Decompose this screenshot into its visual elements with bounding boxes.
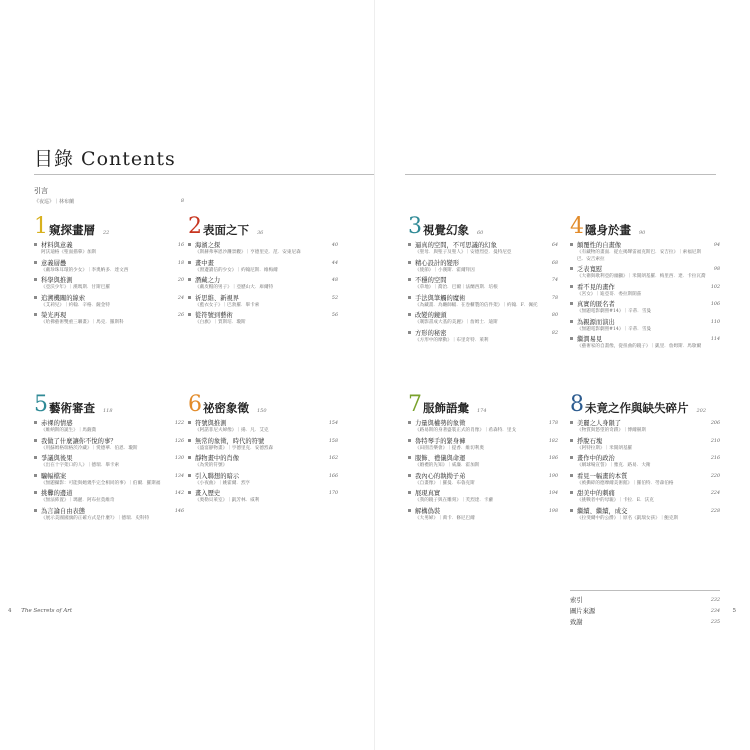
entry-page: 166	[328, 473, 338, 479]
entry-subtitle: 《盛宴靜物畫》｜亨德里克．安德烈森	[195, 445, 274, 451]
toc-entry[interactable]	[570, 336, 720, 351]
chapter-heading[interactable]	[408, 392, 558, 417]
bullet-icon	[408, 313, 411, 316]
entry-subtitle: 《奧勒貝萊室》｜凱芳林．威利	[195, 498, 260, 503]
entry-subtitle: 《出在十字架口的人》｜德瑞．畢卡索	[41, 463, 120, 468]
entry-title: 材料與意義	[41, 242, 73, 249]
entry-subtitle: 《自畫像》｜羅曼．布魯克斯	[415, 480, 475, 486]
bullet-icon	[408, 421, 411, 424]
chapter-items	[188, 242, 338, 327]
chapter-5	[34, 392, 184, 525]
entry-subtitle: 《拉斐爾中的公爵》｜原名《凱瑞女孩》｜鮑克斯	[577, 515, 679, 521]
entry-title: 我內心的執拗子弟	[415, 472, 466, 480]
chapter-title: 藝術審查 118	[49, 401, 113, 415]
toc-entry[interactable]	[570, 438, 720, 453]
right-page	[375, 0, 750, 750]
entry-title: 潛藏之力	[195, 277, 221, 284]
entry-page: 94	[713, 243, 720, 248]
toc-entry[interactable]	[188, 295, 338, 310]
entry-page: 158	[328, 438, 338, 444]
bullet-icon	[570, 285, 573, 288]
right-page-number: 5	[732, 608, 736, 614]
entry-title: 引入聯想的暗示	[195, 472, 240, 480]
entry-title: 看不見的畫作	[577, 283, 615, 291]
entry-subtitle: 《為藏畫．為廳師幅．在卷櫃製的信件架》｜約翰．F．佩托	[415, 302, 538, 308]
toc-entry[interactable]	[570, 420, 720, 435]
chapter-6	[188, 392, 338, 508]
entry-title: 爭議與後果	[41, 455, 73, 462]
toc-entry[interactable]	[188, 473, 338, 488]
bullet-icon	[570, 421, 573, 424]
entry-subtitle: 《無法佈置》｜瑪麗．阿布拉莫維奇	[41, 498, 115, 503]
chapter-page: 22	[103, 230, 110, 236]
entry-title: 改變的鏡頭	[415, 312, 447, 319]
chapter-number: 4	[570, 214, 584, 239]
intro-page: 8	[180, 198, 184, 204]
chapter-page: 36	[257, 230, 264, 236]
toc-entry[interactable]	[570, 490, 720, 505]
entry-title: 繼潤易見	[577, 336, 603, 343]
entry-page: 64	[551, 243, 558, 248]
toc-entry[interactable]	[34, 312, 184, 327]
entry-page: 198	[548, 508, 558, 514]
entry-subtitle: 《斯赫弗寧恩沙灘景觀》｜亨德里克．范．安東尼森	[195, 250, 301, 255]
backmatter-credits[interactable]	[570, 606, 720, 617]
entry-page: 216	[710, 456, 720, 461]
entry-title: 追溯機關的線索	[41, 294, 86, 302]
entry-subtitle: 《大男婦》｜萬卡．修尼巴爾	[415, 515, 475, 521]
entry-title: 無常的象徵，時代的符號	[195, 437, 265, 445]
bullet-icon	[188, 261, 191, 264]
title-rule	[34, 174, 375, 175]
toc-entry[interactable]	[408, 330, 558, 345]
toc-entry[interactable]	[34, 242, 184, 257]
entry-subtitle: 《無題攝影：可能與她幾乎完全相同的事》｜伯爾．羅斯福	[41, 480, 161, 486]
chapter-number: 5	[34, 392, 48, 417]
toc-entry[interactable]	[570, 284, 720, 299]
backmatter-label: 圖片來源	[570, 608, 596, 615]
toc-entry[interactable]	[188, 438, 338, 453]
backmatter-acknowledgements[interactable]	[570, 617, 720, 628]
toc-entry[interactable]	[408, 508, 558, 523]
entry-subtitle: 《藝術家的自畫像，從扭曲的鏡子》｜凱里．詹姆斯．馬歇爾	[577, 344, 702, 349]
entry-page: 68	[551, 260, 558, 266]
chapter-1	[34, 214, 184, 330]
entry-page: 56	[331, 313, 338, 318]
entry-subtitle: 阿沃迪格《聖面描摹》加斯	[41, 250, 97, 255]
entry-title: 我做了什麼讓你不悅的事？	[41, 437, 117, 445]
chapter-heading[interactable]	[34, 214, 184, 239]
backmatter-label: 致謝	[570, 619, 583, 626]
entry-page: 110	[710, 319, 720, 325]
chapter-number: 6	[188, 392, 202, 417]
chapter-heading[interactable]	[408, 214, 558, 239]
chapter-page: 118	[103, 408, 113, 414]
entry-title: 力量與權勢的象徵	[415, 420, 466, 427]
entry-subtitle: 《亞沃少年》｜漢瑪斯．甘斯巴羅	[41, 285, 110, 290]
entry-subtitle: 《聖母．與聖子及聖人》｜安德烈亞．曼特尼亞	[415, 250, 512, 255]
bullet-icon	[570, 491, 573, 494]
backmatter	[570, 590, 720, 628]
toc-entry[interactable]	[34, 277, 184, 292]
entry-page: 142	[174, 491, 184, 496]
toc-entry[interactable]	[188, 455, 338, 470]
entry-subtitle: 《展示美國國旗的正確方式是什麼?》｜德瑞．史科特	[41, 515, 150, 521]
entry-subtitle: 《無題電影劇照#14》｜辛蒂．雪曼	[577, 309, 652, 314]
chapter-number: 3	[408, 214, 422, 239]
chapter-heading[interactable]	[188, 214, 338, 239]
toc-entry[interactable]	[34, 420, 184, 435]
entry-title: 解構偽裝	[415, 507, 441, 515]
entry-page: 78	[551, 295, 558, 301]
chapter-8	[570, 392, 720, 525]
entry-title: 不穩的空間	[415, 277, 447, 284]
bullet-icon	[408, 491, 411, 494]
toc-entry[interactable]	[570, 266, 720, 281]
book-title: The Secrets of Art	[21, 608, 73, 614]
entry-title: 手法與筆觸的魔術	[415, 294, 466, 302]
backmatter-page: 232	[710, 598, 720, 603]
bullet-icon	[34, 243, 37, 246]
chapter-items	[408, 242, 558, 344]
chapter-number: 7	[408, 392, 422, 417]
entry-page: 122	[174, 421, 184, 426]
bullet-icon	[570, 243, 573, 246]
toc-entry[interactable]	[408, 312, 558, 327]
entry-subtitle: 《挑戰者中的母親》｜卡拉．E．沃克	[577, 498, 654, 503]
bullet-icon	[188, 456, 191, 459]
backmatter-page: 235	[710, 620, 720, 625]
chapter-page: 90	[639, 230, 646, 236]
toc-entry[interactable]	[570, 473, 720, 488]
entry-page: 206	[710, 421, 720, 426]
toc-entry[interactable]	[408, 295, 558, 310]
bullet-icon	[34, 474, 37, 477]
entry-title: 顛覆性的自畫像	[577, 242, 622, 249]
entry-subtitle: 《被撕碎的德摩爾美術館》｜羅伯特．勞森伯格	[577, 480, 674, 486]
bullet-icon	[34, 439, 37, 442]
chapter-title: 隱身於畫 90	[585, 223, 646, 237]
entry-subtitle: 《阿特拉斯》｜米開朗基羅	[577, 445, 633, 451]
toc-entry[interactable]	[34, 473, 184, 488]
entry-page: 24	[177, 295, 184, 301]
toc-entry[interactable]	[188, 312, 338, 327]
chapter-title: 祕密象徵 150	[203, 401, 267, 415]
entry-title: 精心設計的變形	[415, 259, 460, 267]
toc-entry[interactable]	[34, 295, 184, 310]
entry-title: 繼續、繼續，成交	[577, 507, 628, 515]
bullet-icon	[34, 261, 37, 264]
intro-entry[interactable]	[34, 186, 184, 205]
toc-entry[interactable]	[570, 508, 720, 523]
toc-entry[interactable]	[188, 490, 338, 505]
toc-entry[interactable]	[408, 420, 558, 435]
intro-subtitle	[34, 198, 184, 205]
toc-entry[interactable]	[570, 301, 720, 316]
entry-page: 44	[331, 260, 338, 266]
entry-subtitle: 《草地》｜喬治．巴爾｜法蘭西斯．培根	[415, 285, 498, 290]
entry-title: 乏表寬慰	[577, 266, 603, 273]
chapter-title: 服飾語彙 174	[423, 401, 487, 415]
chapter-number: 1	[34, 214, 48, 239]
bullet-icon	[408, 331, 411, 334]
entry-page: 154	[328, 421, 338, 426]
entry-title: 美麗之人身隕了	[577, 420, 622, 427]
entry-page: 220	[710, 473, 720, 479]
bullet-icon	[570, 509, 573, 512]
entry-title: 魯特琴手的緊身褲	[415, 437, 466, 445]
entry-page: 26	[177, 313, 184, 318]
chapter-items	[570, 420, 720, 522]
entry-title: 騙幅檔案	[41, 472, 67, 480]
bullet-icon	[188, 278, 191, 281]
bullet-icon	[570, 439, 573, 442]
chapter-heading[interactable]	[570, 214, 720, 239]
entry-subtitle: 《大衛與歌利亞的頭顱》｜米開朗基羅．梅里西．達．卡拉瓦喬	[577, 274, 706, 279]
toc-entry[interactable]	[570, 455, 720, 470]
entry-page: 134	[174, 473, 184, 479]
bullet-icon	[188, 474, 191, 477]
entry-subtitle: 《物質與慾望的奇蹟》｜博爾赫斯	[577, 428, 646, 433]
entry-page: 210	[710, 438, 720, 444]
entry-title: 展現真實	[415, 490, 441, 497]
entry-title: 科學與推測	[41, 277, 73, 284]
chapter-7	[408, 392, 558, 525]
toc-entry[interactable]	[408, 277, 558, 292]
entry-subtitle: 《小夜曲》｜姚霍爾．烈亨	[195, 480, 251, 486]
chapter-heading[interactable]	[188, 392, 338, 417]
entry-subtitle: 《艾莉兒》｜約翰．辛格．薩金特	[41, 302, 110, 308]
entry-title: 海濱之探	[195, 242, 221, 249]
entry-subtitle: 《戴珍珠耳環的少女》｜李奧納多．達文西	[41, 267, 129, 273]
left-footer	[8, 608, 72, 614]
toc-entry[interactable]	[408, 242, 558, 257]
entry-title: 從符號到藝術	[195, 312, 233, 319]
chapter-4	[570, 214, 720, 354]
entry-subtitle: 《阿諾菲尼夫婦像》｜揚．凡．艾克	[195, 428, 269, 433]
chapter-title: 窺探畫層 22	[49, 223, 110, 237]
chapter-2	[188, 214, 338, 330]
entry-subtitle: 《為愛的符號》	[195, 463, 228, 468]
chapter-title: 視覺幻象 60	[423, 223, 484, 237]
entry-page: 186	[548, 456, 558, 461]
bullet-icon	[408, 509, 411, 512]
bullet-icon	[408, 439, 411, 442]
entry-page: 126	[174, 438, 184, 444]
bullet-icon	[188, 421, 191, 424]
backmatter-index[interactable]	[570, 595, 720, 606]
toc-entry[interactable]	[34, 490, 184, 505]
entry-title: 挑釁的邊道	[41, 490, 73, 497]
entry-page: 80	[551, 313, 558, 318]
bullet-icon	[408, 261, 411, 264]
intro-sub-text: 《夜巡》｜林布蘭	[34, 199, 75, 205]
chapter-items	[34, 242, 184, 327]
chapter-title: 未竟之作與缺失碎片 202	[585, 401, 707, 415]
toc-entry[interactable]	[408, 455, 558, 470]
toc-entry[interactable]	[188, 420, 338, 435]
entry-page: 182	[548, 438, 558, 444]
bullet-icon	[34, 509, 37, 512]
bullet-icon	[188, 243, 191, 246]
chapter-page: 174	[477, 408, 487, 414]
backmatter-page: 234	[710, 609, 720, 614]
bullet-icon	[34, 456, 37, 459]
chapter-number: 2	[188, 214, 202, 239]
bullet-icon	[408, 278, 411, 281]
bullet-icon	[570, 456, 573, 459]
toc-entry[interactable]	[34, 508, 184, 523]
toc-entry[interactable]	[188, 242, 338, 257]
entry-subtitle: 《田園音樂會》｜提香．維切利奧	[415, 445, 484, 451]
entry-title: 方形的秘密	[415, 329, 447, 337]
chapter-heading[interactable]	[34, 392, 184, 417]
chapter-heading[interactable]	[570, 392, 720, 417]
entry-title: 靜物畫中的肖像	[195, 455, 240, 462]
chapter-page: 150	[257, 408, 267, 414]
entry-page: 102	[710, 284, 720, 290]
entry-subtitle: 《白旗》｜賈斯培．瓊斯	[195, 320, 246, 325]
entry-page: 224	[710, 491, 720, 496]
bullet-icon	[570, 267, 573, 270]
entry-title: 看見一幅畫的本質	[577, 472, 628, 480]
entry-title: 為親源而演出	[577, 318, 615, 326]
toc-entry[interactable]	[188, 277, 338, 292]
page-title: 目錄 Contents	[34, 148, 176, 170]
bullet-icon	[408, 474, 411, 477]
bullet-icon	[34, 491, 37, 494]
bullet-icon	[408, 456, 411, 459]
toc-entry[interactable]	[408, 438, 558, 453]
entry-title: 畫作中的政治	[577, 455, 615, 462]
toc-entry[interactable]	[408, 260, 558, 275]
entry-page: 178	[548, 421, 558, 426]
entry-title: 甜美中的刺痛	[577, 490, 615, 497]
entry-title: 服飾、禮儀與命運	[415, 455, 466, 462]
entry-subtitle: 《路易斯的身著盛裝正式的肖像》｜希森特．里戈	[415, 428, 517, 433]
entry-title: 逼真的空間，不可思議的幻象	[415, 242, 497, 249]
bullet-icon	[188, 313, 191, 316]
entry-page: 194	[548, 491, 558, 496]
toc-entry[interactable]	[408, 490, 558, 505]
entry-subtitle: 《戴皮帽的男子》｜亞歷山大．庫爾特	[195, 285, 274, 290]
entry-page: 130	[174, 456, 184, 461]
chapter-number: 8	[570, 392, 584, 417]
entry-page: 162	[328, 456, 338, 461]
chapter-items	[188, 420, 338, 505]
bullet-icon	[570, 474, 573, 477]
bullet-icon	[34, 278, 37, 281]
entry-subtitle: 《藍衣女子》｜巴勃羅．畢卡索	[195, 302, 260, 308]
chapter-title: 表面之下 36	[203, 223, 264, 237]
bullet-icon	[408, 243, 411, 246]
entry-subtitle: 《宮女》｜迪亞哥．委拉斯開茲	[577, 291, 642, 297]
entry-page: 106	[710, 302, 720, 307]
bullet-icon	[34, 296, 37, 299]
chapter-3	[408, 214, 558, 347]
entry-page: 18	[177, 260, 184, 266]
entry-subtitle: 《無題電影劇照#14》｜辛蒂．雪曼	[577, 326, 652, 332]
bullet-icon	[188, 296, 191, 299]
entry-subtitle: 《窗邊讀信的少女》｜約翰尼斯．維梅爾	[195, 267, 278, 273]
entry-page: 82	[551, 330, 558, 336]
entry-subtitle: 《我的鏡子與在雕刻》｜芙烈達．卡蘿	[415, 498, 494, 503]
bullet-icon	[570, 320, 573, 323]
backmatter-label: 索引	[570, 597, 583, 604]
entry-page: 52	[331, 295, 338, 301]
toc-entry[interactable]	[570, 242, 720, 263]
toc-entry[interactable]	[570, 319, 720, 334]
chapter-items	[408, 420, 558, 522]
entry-title: 畫中畫	[195, 259, 214, 267]
chapter-page: 202	[696, 408, 707, 414]
entry-page: 74	[551, 278, 558, 283]
chapter-items	[570, 242, 720, 351]
entry-title: 掙脫石塊	[577, 437, 603, 445]
entry-title: 真實的匿名者	[577, 301, 615, 308]
bullet-icon	[34, 421, 37, 424]
bullet-icon	[570, 337, 573, 340]
entry-subtitle: 《使節》｜小漢斯．霍爾拜因	[415, 267, 475, 273]
entry-page: 98	[713, 267, 720, 272]
entry-subtitle: 《網球場宣誓》｜雅克．路易．大衛	[577, 463, 651, 468]
entry-subtitle: 《有藏物的畫面．從左揭聲雷福克斯巴．安吉拉》｜索福尼斯巴．安吉索拉	[577, 250, 702, 262]
bullet-icon	[188, 491, 191, 494]
entry-subtitle: 《方形中的摩動》｜布里奇特．萊利	[415, 337, 489, 343]
entry-page: 16	[177, 243, 184, 248]
entry-page: 48	[331, 278, 338, 283]
entry-title: 榮光再現	[41, 312, 67, 319]
entry-title: 赤裸的情感	[41, 420, 73, 427]
entry-title: 符號與推測	[195, 420, 227, 427]
toc-entry[interactable]	[188, 260, 338, 275]
entry-page: 20	[177, 278, 184, 283]
entry-title: 畫入歷史	[195, 490, 221, 497]
bullet-icon	[188, 439, 191, 442]
entry-title: 意義層疊	[41, 259, 67, 267]
entry-subtitle: 《維納斯的誕生》｜馬薩喬	[41, 428, 97, 433]
toc-entry[interactable]	[34, 455, 184, 470]
entry-page: 228	[710, 508, 720, 514]
entry-subtitle: 《剃影書成大基的美麗》｜詹姆士．迪斯	[415, 320, 498, 325]
entry-title: 為言論自由表態	[41, 507, 86, 515]
bullet-icon	[570, 302, 573, 305]
toc-entry[interactable]	[34, 260, 184, 275]
bullet-icon	[34, 313, 37, 316]
toc-entry[interactable]	[408, 473, 558, 488]
entry-page: 114	[710, 337, 720, 342]
toc-entry[interactable]	[34, 438, 184, 453]
entry-subtitle: 《用蘇姆格瑞格茨冷藏》｜愛德華．伯恩．瓊斯	[41, 445, 138, 451]
intro-title: 引言	[34, 187, 48, 195]
entry-page: 40	[331, 243, 338, 248]
title-rule-right	[405, 174, 716, 175]
entry-subtitle: 《婚禮的先知》｜威廉．霍加斯	[415, 463, 480, 468]
entry-page: 170	[328, 491, 338, 496]
left-page-number: 4	[8, 608, 12, 614]
entry-title: 祈思維、新視界	[195, 294, 240, 302]
entry-subtitle: 《哈佛藝術雙重三聯畫》｜馬克．羅斯科	[41, 320, 124, 325]
entry-page: 190	[548, 473, 558, 479]
chapter-items	[34, 420, 184, 522]
bullet-icon	[408, 296, 411, 299]
entry-page: 146	[174, 508, 184, 514]
chapter-page: 60	[477, 230, 484, 236]
